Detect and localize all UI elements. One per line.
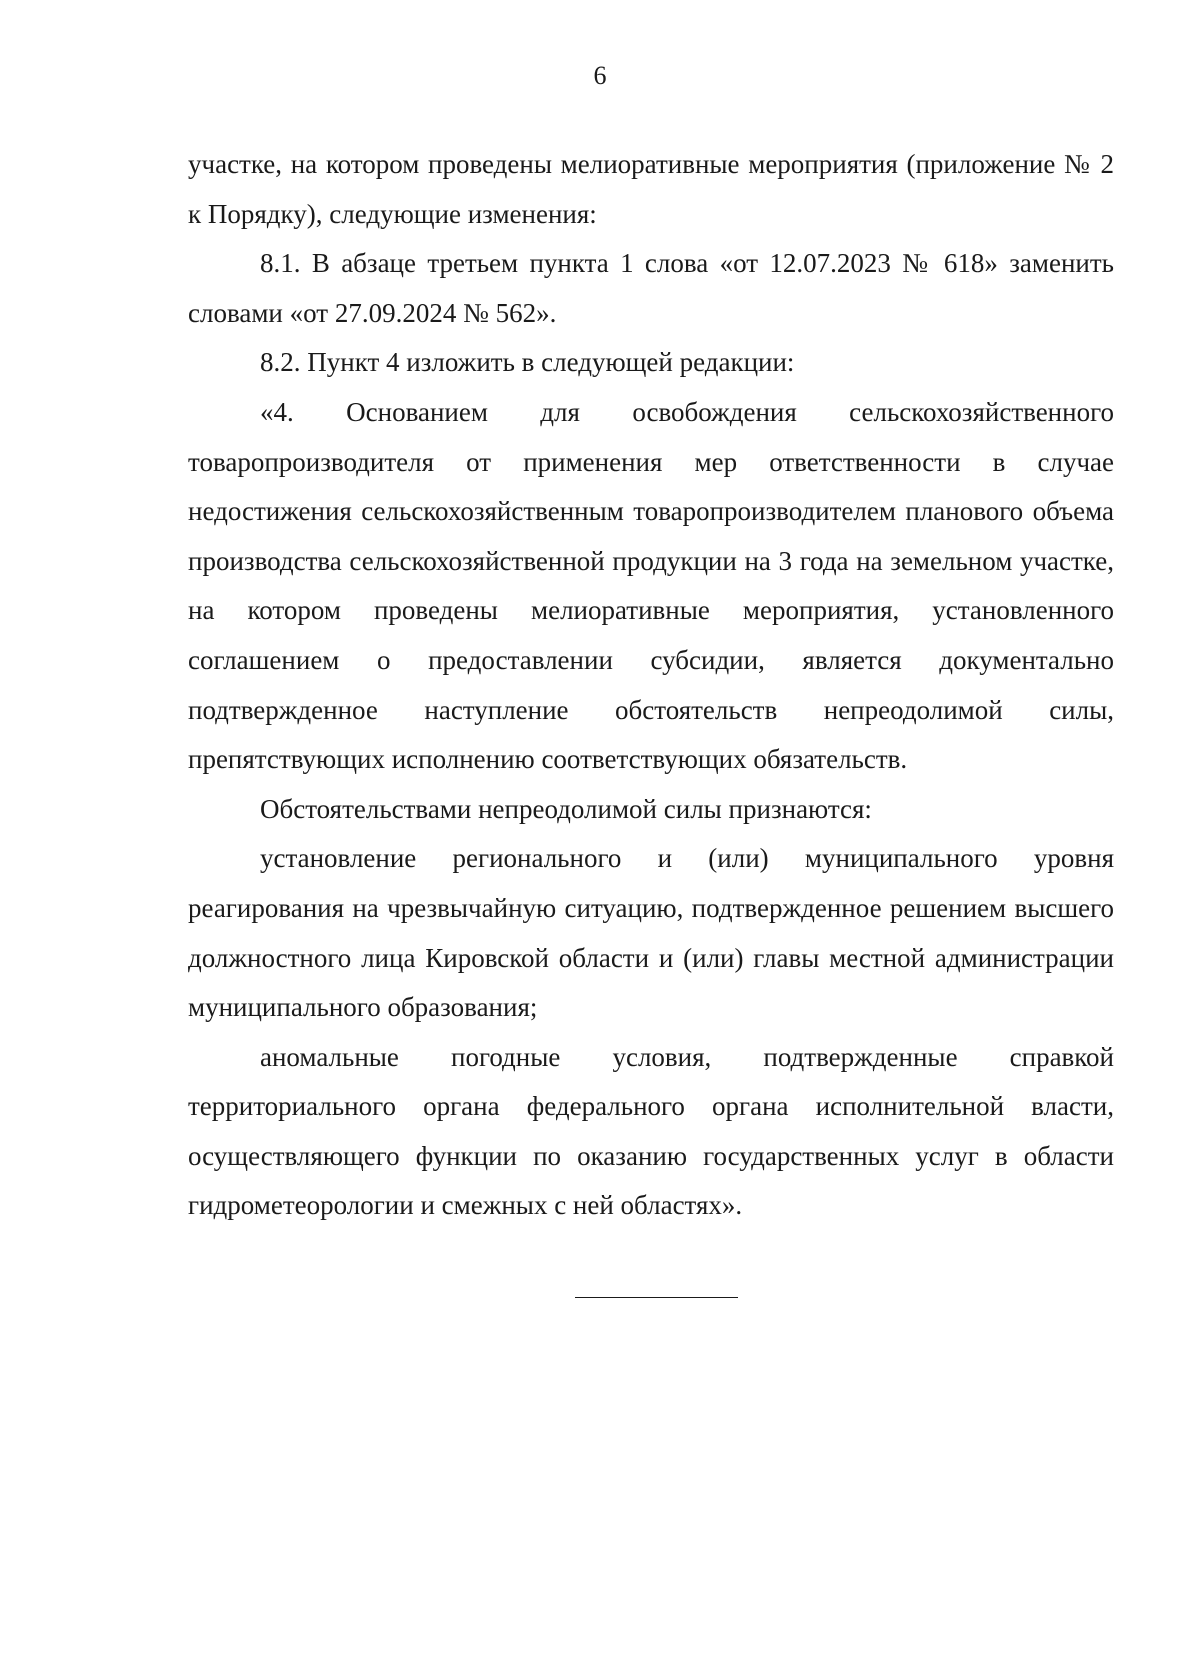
paragraph-emergency-response: установление регионального и (или) муниципального уровня реагирования на чрезвычайную ситуацию, подтвержденное решением высшего должностного лица Кировской области и (или) главы местной администрации муниципального образования; xyxy=(188,843,1114,1023)
paragraph-force-majeure-intro: Обстоятельствами непреодолимой силы признаются: xyxy=(260,793,872,824)
paragraph-continuation: участке, на котором проведены мелиоративные мероприятия (приложение № 2 к Порядку), следующие изменения: xyxy=(188,149,1114,229)
document-body xyxy=(188,140,1114,1231)
paragraph-item-8-2: 8.2. Пункт 4 изложить в следующей редакции: xyxy=(260,347,795,378)
paragraph-point-4: «4. Основанием для освобождения сельскохозяйственного товаропроизводителя от применения мер ответственности в случае недостижения сельскохозяйственным товаропроизводителем планового объема производства сельскохозяйственной продукции на 3 года на земельном участке, на котором проведены мелиоративные мероприятия, установленного соглашением о предоставлении субсидии, является документально подтвержденное наступление обстоятельств непреодолимой силы, препятствующих исполнению соответствующих обязательств. xyxy=(188,396,1114,775)
paragraph-item-8-1: 8.1. В абзаце третьем пункта 1 слова «от 12.07.2023 № 618» заменить словами «от 27.09.2024 № 562». xyxy=(188,248,1114,328)
page-number: 6 xyxy=(593,61,607,90)
paragraph-abnormal-weather: аномальные погодные условия, подтвержденные справкой территориального органа федерального органа исполнительной власти, осуществляющего функции по оказанию государственных услуг в области гидрометеорологии и смежных с ней областях». xyxy=(188,1041,1114,1221)
end-of-text-rule xyxy=(575,1297,738,1298)
